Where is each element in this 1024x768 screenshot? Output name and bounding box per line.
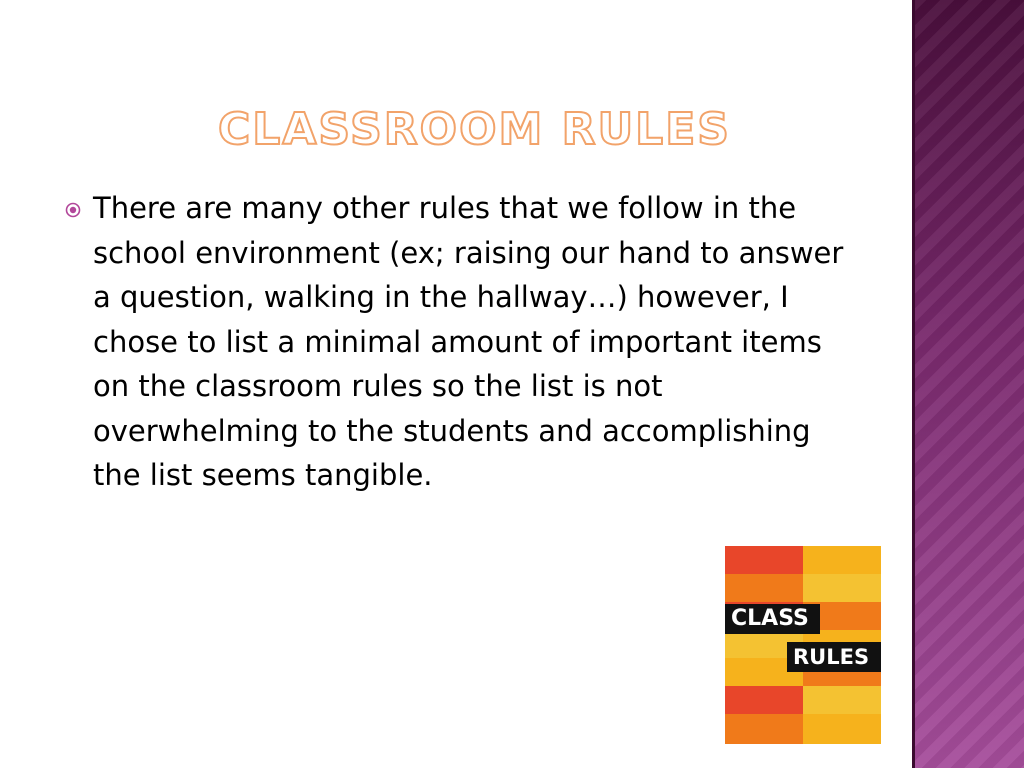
poster-row xyxy=(725,686,881,714)
class-rules-poster-image xyxy=(725,546,881,744)
poster-cell xyxy=(725,546,803,574)
poster-title-line2: RULES xyxy=(787,642,881,672)
poster-cell xyxy=(725,686,803,714)
poster-title-line1: CLASS xyxy=(725,604,820,634)
poster-cell xyxy=(803,686,881,714)
poster-cell xyxy=(725,714,803,744)
circled-dot-bullet-icon xyxy=(65,202,81,218)
poster-cell xyxy=(725,574,803,602)
poster-cell xyxy=(803,574,881,602)
poster-cell xyxy=(803,714,881,744)
poster-row xyxy=(725,574,881,602)
bullet-text: There are many other rules that we follow in the school environment (ex; raising our hand to answer a question, walking in the hallway…) however, I chose to list a minimal amount of important items on the classroom rules so the list is not overwhelming to the students and accomplishing the list seems tangible. xyxy=(93,191,844,492)
poster-row xyxy=(725,546,881,574)
poster-cell xyxy=(803,546,881,574)
decorative-side-band xyxy=(912,0,1024,768)
slide-title: CLASSROOM RULES xyxy=(218,104,731,155)
poster-row xyxy=(725,714,881,744)
